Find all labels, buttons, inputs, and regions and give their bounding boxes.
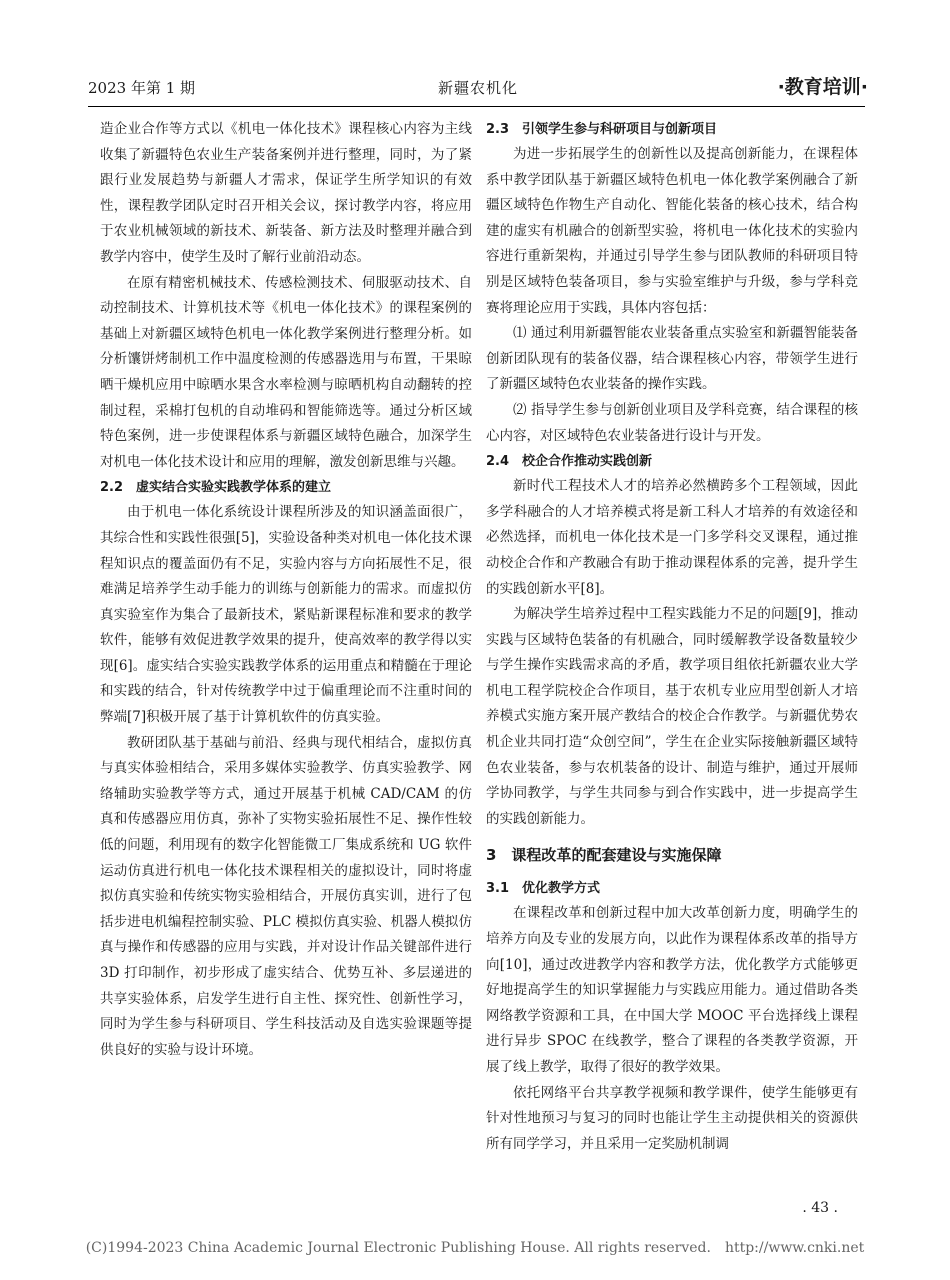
paragraph: 依托网络平台共享教学视频和教学课件，使学生能够更有针对性地预习与复习的同时也能让学生主动提供相关的资源供所有同学学习，并且采用一定奖励机制调	[486, 1084, 858, 1152]
issue-label: 2023 年第 1 期	[88, 79, 196, 97]
page-header	[88, 70, 868, 106]
paragraph: 新时代工程技术人才的培养必然横跨多个工程领域，因此多学科融合的人才培养模式将是新工科人才培养的有效途径和必然选择，而机电一体化技术是一门多学科交叉课程，通过推动校企合作和产教融合有助于推动课程体系的完善，提升学生的实践创新水平[8]。	[486, 478, 858, 597]
list-item: ⑵ 指导学生参与创新创业项目及学科竞赛，结合课程的核心内容，对区域特色农业装备进行设计与开发。	[486, 401, 858, 444]
paragraph: 教研团队基于基础与前沿、经典与现代相结合，虚拟仿真与真实体验相结合，采用多媒体实验教学、仿真实验教学、网络辅助实验教学等方式，通过开展基于机械 CAD/CAM 的仿真和传感器应用仿真，弥补了实物实验拓展性不足、操作性较低的问题，利用现有的数字化智能微工厂集成系统和 UG 软件运动仿真进行机电一体化技术课程相关的虚拟设计，同时将虚拟仿真实验和传统实物实验相结合，开展仿真实训，进行了包括步进电机编程控制实验、PLC 模拟仿真实验、机器人模拟仿真与操作和传感器的应用与实践，并对设计作品关键部件进行 3D 打印制作，初步形成了虚实结合、优势互补、多层递进的共享实验体系，启发学生进行自主性、探究性、创新性学习，同时为学生参与科研项目、学生科技活动及自选实验课题等提供良好的实验与设计环境。	[100, 734, 472, 1058]
paragraph: 在原有精密机械技术、传感检测技术、伺服驱动技术、自动控制技术、计算机技术等《机电一体化技术》的课程案例的基础上对新疆区域特色机电一体化教学案例进行整理分析。如分析馕饼烤制机工作中温度检测的传感器选用与布置，干果晾晒干燥机应用中晾晒水果含水率检测与晾晒机构自动翻转的控制过程，采棉打包机的自动堆码和智能筛选等。通过分析区域特色案例，进一步使课程体系与新疆区域特色融合，加深学生对机电一体化技术设计和应用的理解，激发创新思维与兴趣。	[100, 274, 472, 470]
left-column	[100, 117, 472, 1063]
subsection-heading-2-2: 2.2 虚实结合实验实践教学体系的建立	[100, 480, 332, 496]
subsection-heading-2-4: 2.4 校企合作推动实践创新	[486, 454, 653, 470]
page-number: . 43 .	[802, 1200, 838, 1216]
copyright-footer: (C)1994-2023 China Academic Journal Electronic Publishing House. All rights reserved. http://www.cnki.net	[85, 1240, 865, 1256]
right-column	[486, 117, 858, 1157]
list-item: ⑴ 通过利用新疆智能农业装备重点实验室和新疆智能装备创新团队现有的装备仪器，结合课程核心内容，带领学生进行了新疆区域特色农业装备的操作实践。	[486, 325, 858, 393]
paragraph: 为解决学生培养过程中工程实践能力不足的问题[9]，推动实践与区域特色装备的有机融合，同时缓解教学设备数量较少与学生操作实践需求高的矛盾，教学项目组依托新疆农业大学机电工程学院校企合作项目，基于农机专业应用型创新人才培养模式实施方案开展产教结合的校企合作教学。与新疆优势农机企业共同打造“众创空间”，学生在企业实际接触新疆区域特色农业装备，参与农机装备的设计、制造与维护，通过开展师学协同教学，与学生共同参与到合作实践中，进一步提高学生的实践创新能力。	[486, 606, 858, 827]
paragraph: 为进一步拓展学生的创新性以及提高创新能力，在课程体系中教学团队基于新疆区域特色机电一体化教学案例融合了新疆区域特色作物生产自动化、智能化装备的核心技术，结合构建的虚实有机融合的创新型实验，将机电一体化技术的实验内容进行重新架构，并通过引导学生参与团队教师的科研项目特别是区域特色装备项目，参与实验室维护与升级，参与学科竞赛将理论应用于实践，具体内容包括：	[486, 146, 858, 316]
subsection-heading-2-3: 2.3 引领学生参与科研项目与创新项目	[486, 122, 718, 137]
subsection-heading-3-1: 3.1 优化教学方式	[486, 881, 601, 897]
journal-title: 新疆农机化	[437, 79, 518, 97]
section-heading-3: 3 课程改革的配套建设与实施保障	[486, 846, 722, 865]
header-rule	[88, 106, 865, 107]
paragraph: 造企业合作等方式以《机电一体化技术》课程核心内容为主线收集了新疆特色农业生产装备案例并进行整理，同时，为了紧跟行业发展趋势与新疆人才需求，保证学生所学知识的有效性，课程教学团队定时召开相关会议，探讨教学内容，将应用于农业机械领域的新技术、新装备、新方法及时整理并融合到教学内容中，使学生及时了解行业前沿动态。	[100, 121, 472, 265]
paragraph: 由于机电一体化系统设计课程所涉及的知识涵盖面很广，其综合性和实践性很强[5]，实验设备种类对机电一体化技术课程知识点的覆盖面仍有不足，实验内容与方向拓展性不足，很难满足培养学生动手能力的训练与创新能力的需求。而虚拟仿真实验室作为集合了最新技术，紧贴新课程标准和要求的教学软件，能够有效促进教学效果的提升，使高效率的教学得以实现[6]。虚实结合实验实践教学体系的运用重点和精髓在于理论和实践的结合，针对传统教学中过于偏重理论而不注重时间的弊端[7]积极开展了基于计算机软件的仿真实验。	[100, 504, 472, 726]
section-label: ·教育培训·	[777, 76, 868, 98]
paragraph: 在课程改革和创新过程中加大改革创新力度，明确学生的培养方向及专业的发展方向，以此作为课程体系改革的指导方向[10]，通过改进教学内容和教学方法，优化教学方式能够更好地提高学生的知识掌握能力与实践应用能力。通过借助各类网络教学资源和工具，在中国大学 MOOC 平台选择线上课程进行异步 SPOC 在线教学，整合了课程的各类教学资源，开展了线上教学，取得了很好的教学效果。	[486, 905, 858, 1075]
